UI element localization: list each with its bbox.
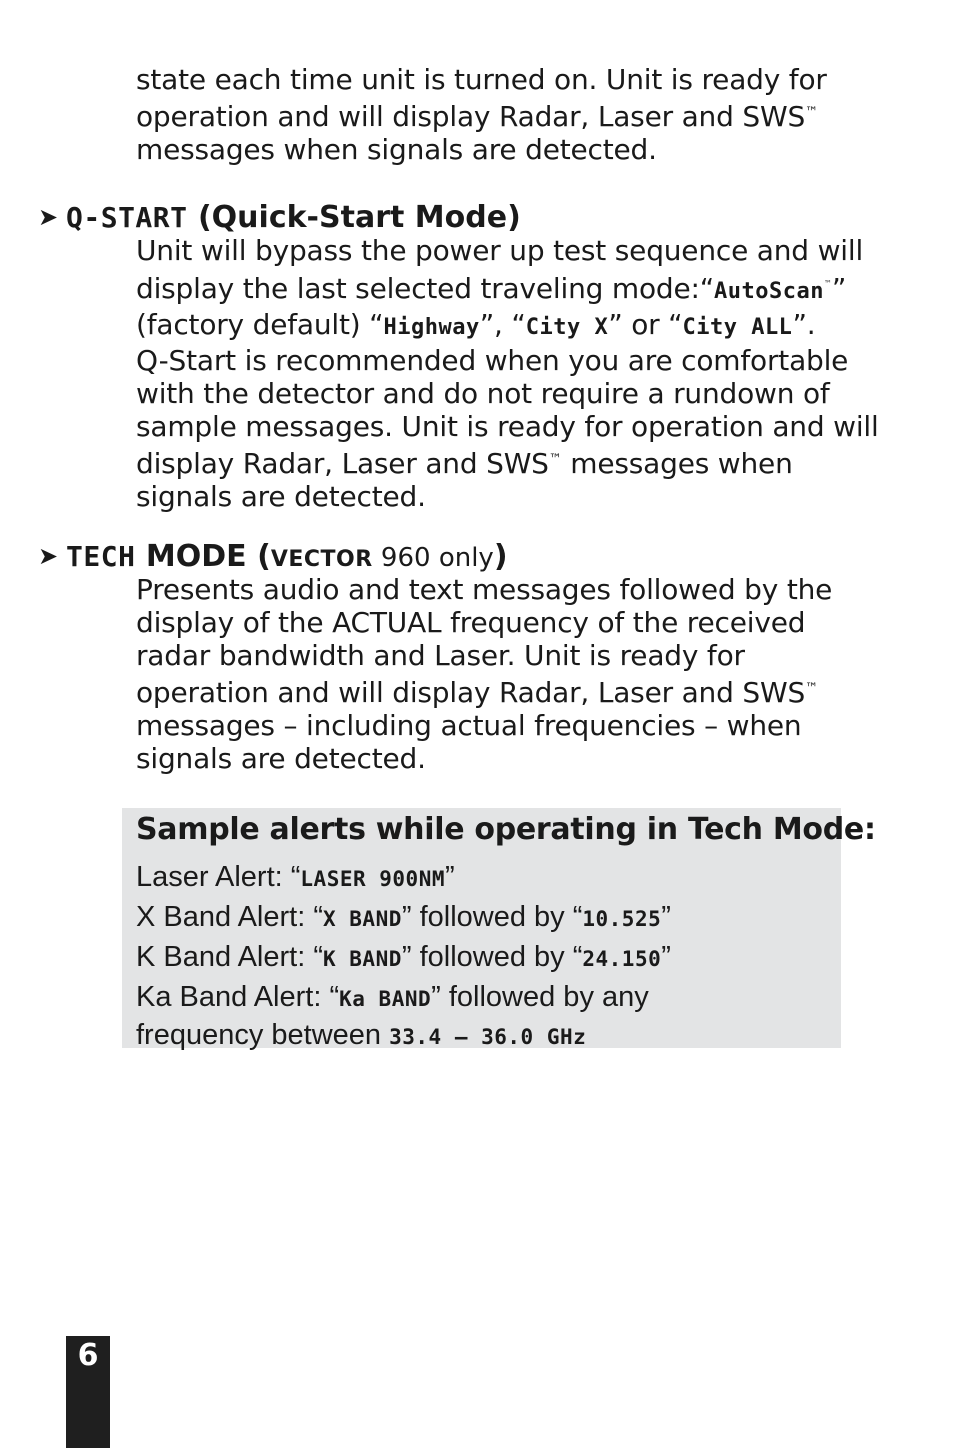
qstart-heading-text: (Quick-Start Mode) [197,200,521,235]
x-band-frequency: 10.525 [582,907,662,931]
ka-band-lcd-text: Ka BAND [339,987,432,1011]
qstart-heading-lcd: Q-START [66,201,188,234]
qstart-line-7: display Radar, Laser and SWS™ messages when [136,447,793,480]
tech-heading-mode: MODE ( [145,539,271,574]
trademark-symbol: ™ [805,681,818,696]
vector-model-name: VECTOR [270,547,373,572]
tech-line-1: Presents audio and text messages followed by the [136,573,833,606]
arrow-bullet-icon: ➤ [38,203,59,231]
intro-line-2: operation and will display Radar, Laser and SWS™ [136,100,818,133]
tech-heading-lcd: TECH [66,540,136,573]
qstart-line-1: Unit will bypass the power up test sequence and will [136,234,864,267]
ka-frequency-range: 33.4 – 36.0 GHz [389,1025,587,1049]
trademark-symbol: ™ [805,105,818,120]
tech-line-2: display of the ACTUAL frequency of the received [136,606,806,639]
tech-line-3: radar bandwidth and Laser. Unit is ready for [136,639,745,672]
autoscan-lcd-text: AutoScan [714,279,825,304]
trademark-symbol: ™ [548,452,562,467]
city-all-lcd-text: City ALL [682,315,793,340]
intro-paragraph [136,63,827,166]
tech-line-5: messages – including actual frequencies – when [136,709,802,742]
ka-band-alert-line: Ka Band Alert: “Ka BAND” followed by any [136,981,649,1013]
k-band-lcd-text: K BAND [323,947,402,971]
x-band-lcd-text: X BAND [323,907,402,931]
qstart-line-3: (factory default) “Highway”, “City X” or “City ALL”. [136,308,816,341]
qstart-line-2: display the last selected traveling mode:“AutoScan™” [136,272,847,305]
tech-mode-heading: ➤ TECH MODE (VECTOR 960 only) [38,539,508,574]
x-band-alert-line: X Band Alert: “X BAND” followed by “10.525” [136,901,671,933]
laser-lcd-text: LASER 900NM [300,867,445,891]
qstart-line-8: signals are detected. [136,480,426,513]
page-number-tab [66,1336,110,1448]
tech-line-6: signals are detected. [136,742,426,775]
laser-alert-line: Laser Alert: “LASER 900NM” [136,861,455,893]
k-band-alert-line: K Band Alert: “K BAND” followed by “24.150” [136,941,671,973]
qstart-paragraph [136,234,879,513]
ka-frequency-range-line: frequency between 33.4 – 36.0 GHz [136,1019,587,1051]
k-band-frequency: 24.150 [582,947,662,971]
arrow-bullet-icon: ➤ [38,542,59,570]
qstart-line-5: with the detector and do not require a rundown of [136,377,830,410]
sample-alerts-box [122,808,876,1051]
sample-alerts-title: Sample alerts while operating in Tech Mode: [136,812,876,847]
qstart-line-4: Q-Start is recommended when you are comfortable [136,344,849,377]
tech-line-4: operation and will display Radar, Laser and SWS™ [136,676,818,709]
trademark-symbol: ™ [824,279,832,288]
sample-alerts-list [136,858,671,1054]
intro-line-3: messages when signals are detected. [136,133,657,166]
only-text: only [430,543,494,573]
highway-lcd-text: Highway [383,315,480,340]
tech-mode-paragraph [136,573,832,775]
model-number: 960 [372,543,431,573]
page-number: 6 [77,1338,99,1373]
qstart-heading [38,199,521,236]
city-x-lcd-text: City X [525,315,609,340]
qstart-line-6: sample messages. Unit is ready for operation and will [136,410,879,443]
intro-line-1: state each time unit is turned on. Unit is ready for [136,63,827,96]
